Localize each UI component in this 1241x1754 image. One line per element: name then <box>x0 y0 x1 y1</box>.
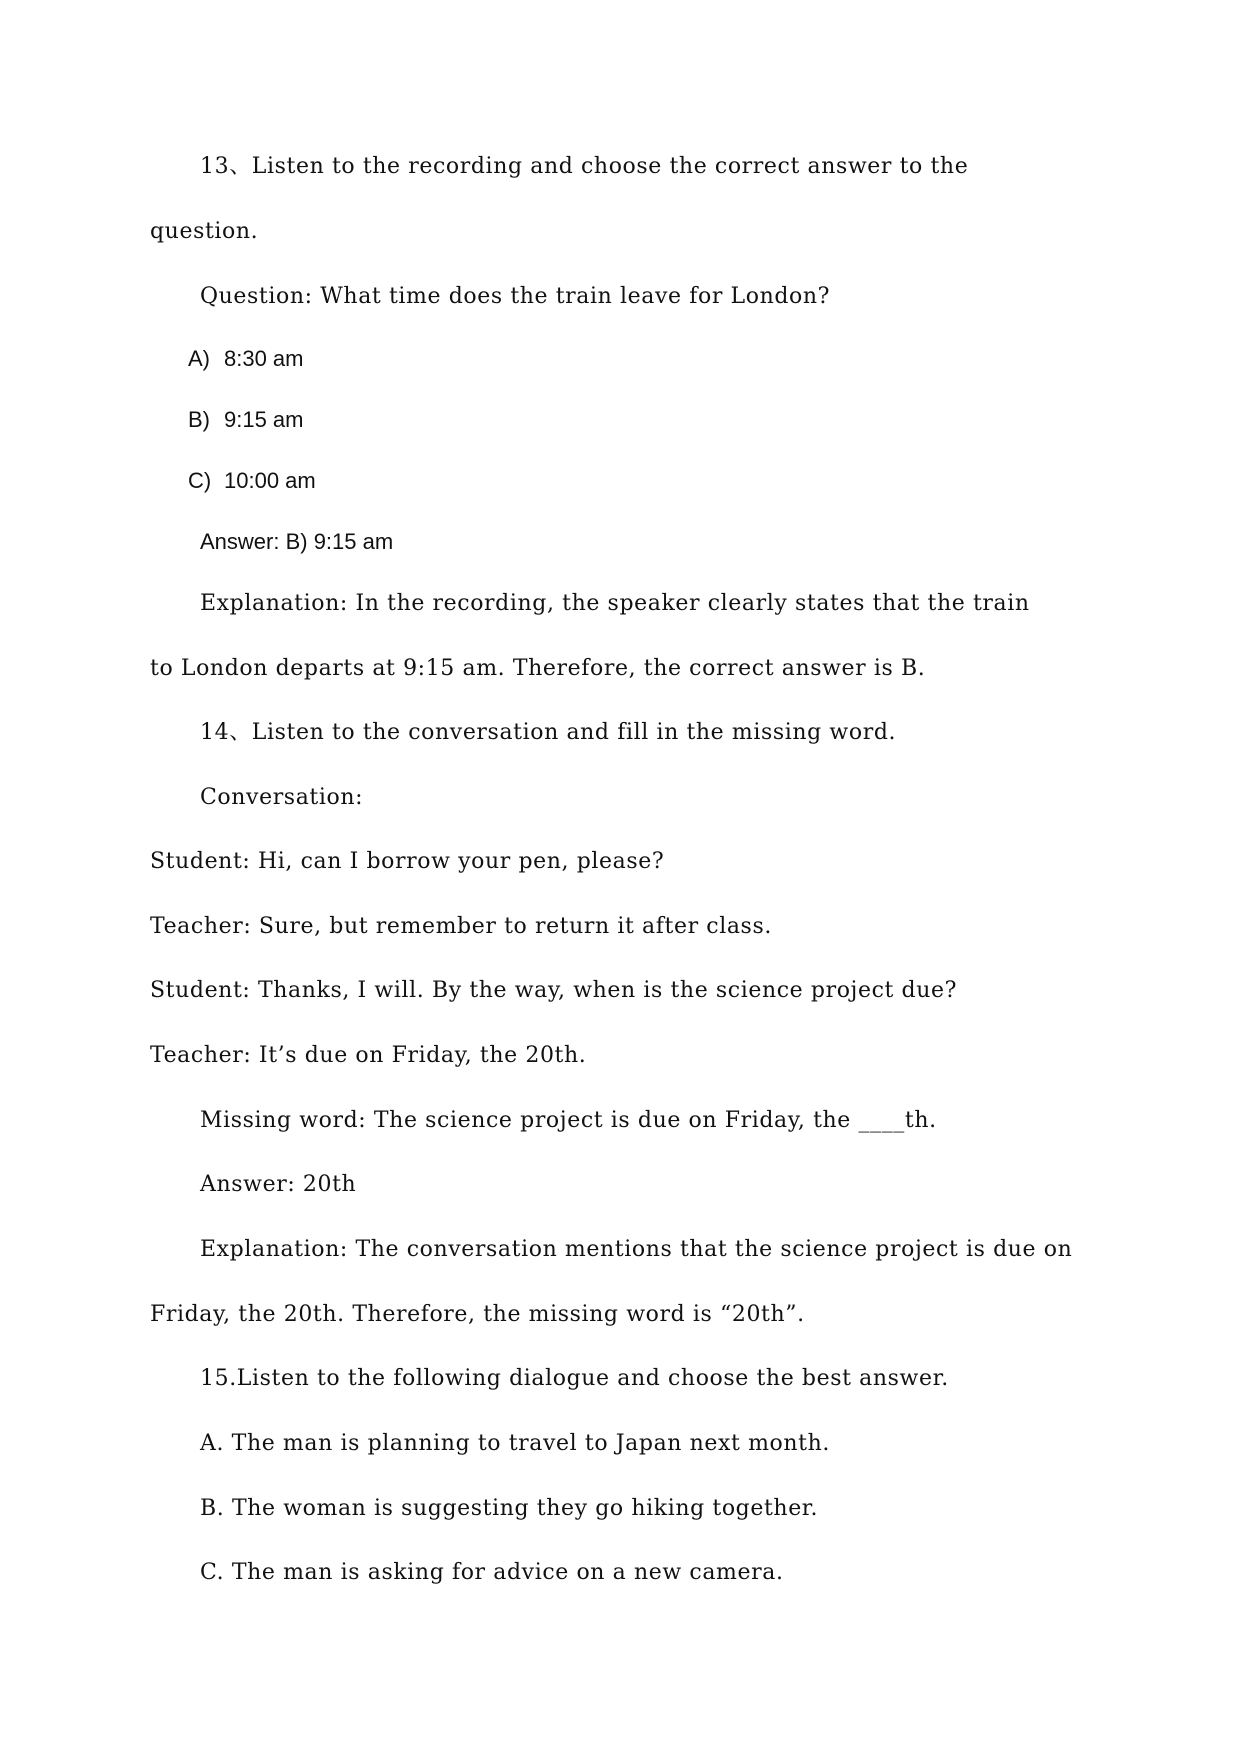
q13-prompt-line1: 13、Listen to the recording and choose the correct answer to the <box>200 154 969 179</box>
q15-option-c: C. The man is asking for advice on a new camera. <box>200 1560 784 1585</box>
q14-dialogue-line-2: Teacher: Sure, but remember to return it after class. <box>150 914 772 939</box>
q14-dialogue-line-1: Student: Hi, can I borrow your pen, please? <box>150 849 665 874</box>
option-text: 9:15 am <box>224 407 304 432</box>
option-letter: A) <box>188 346 210 371</box>
q14-missing-word: Missing word: The science project is due on Friday, the ____th. <box>200 1108 937 1133</box>
q14-dialogue-line-4: Teacher: It’s due on Friday, the 20th. <box>150 1043 587 1068</box>
option-text: 10:00 am <box>224 468 316 493</box>
q14-conversation-label: Conversation: <box>200 785 364 810</box>
q13-explanation-line2: to London departs at 9:15 am. Therefore, the correct answer is B. <box>150 656 926 681</box>
q13-question: Question: What time does the train leave for London? <box>200 284 831 309</box>
q14-answer: Answer: 20th <box>200 1172 357 1197</box>
q13-option-b <box>188 405 304 435</box>
q14-explanation-line2: Friday, the 20th. Therefore, the missing word is “20th”. <box>150 1302 805 1327</box>
q13-explanation-line1: Explanation: In the recording, the speaker clearly states that the train <box>200 591 1030 616</box>
q15-prompt: 15.Listen to the following dialogue and choose the best answer. <box>200 1366 949 1391</box>
q13-option-a <box>188 344 304 374</box>
option-letter: C) <box>188 468 212 493</box>
option-text: 8:30 am <box>224 346 304 371</box>
q15-option-b: B. The woman is suggesting they go hiking together. <box>200 1496 819 1521</box>
q13-answer: Answer: B) 9:15 am <box>200 529 394 554</box>
q14-prompt: 14、Listen to the conversation and fill in the missing word. <box>200 720 897 745</box>
q13-option-c <box>188 466 316 496</box>
q14-dialogue-line-3: Student: Thanks, I will. By the way, when is the science project due? <box>150 978 957 1003</box>
q14-explanation-line1: Explanation: The conversation mentions that the science project is due on <box>200 1237 1073 1262</box>
q13-prompt-line2: question. <box>150 219 259 244</box>
option-letter: B) <box>188 407 210 432</box>
q15-option-a: A. The man is planning to travel to Japan next month. <box>200 1431 830 1456</box>
